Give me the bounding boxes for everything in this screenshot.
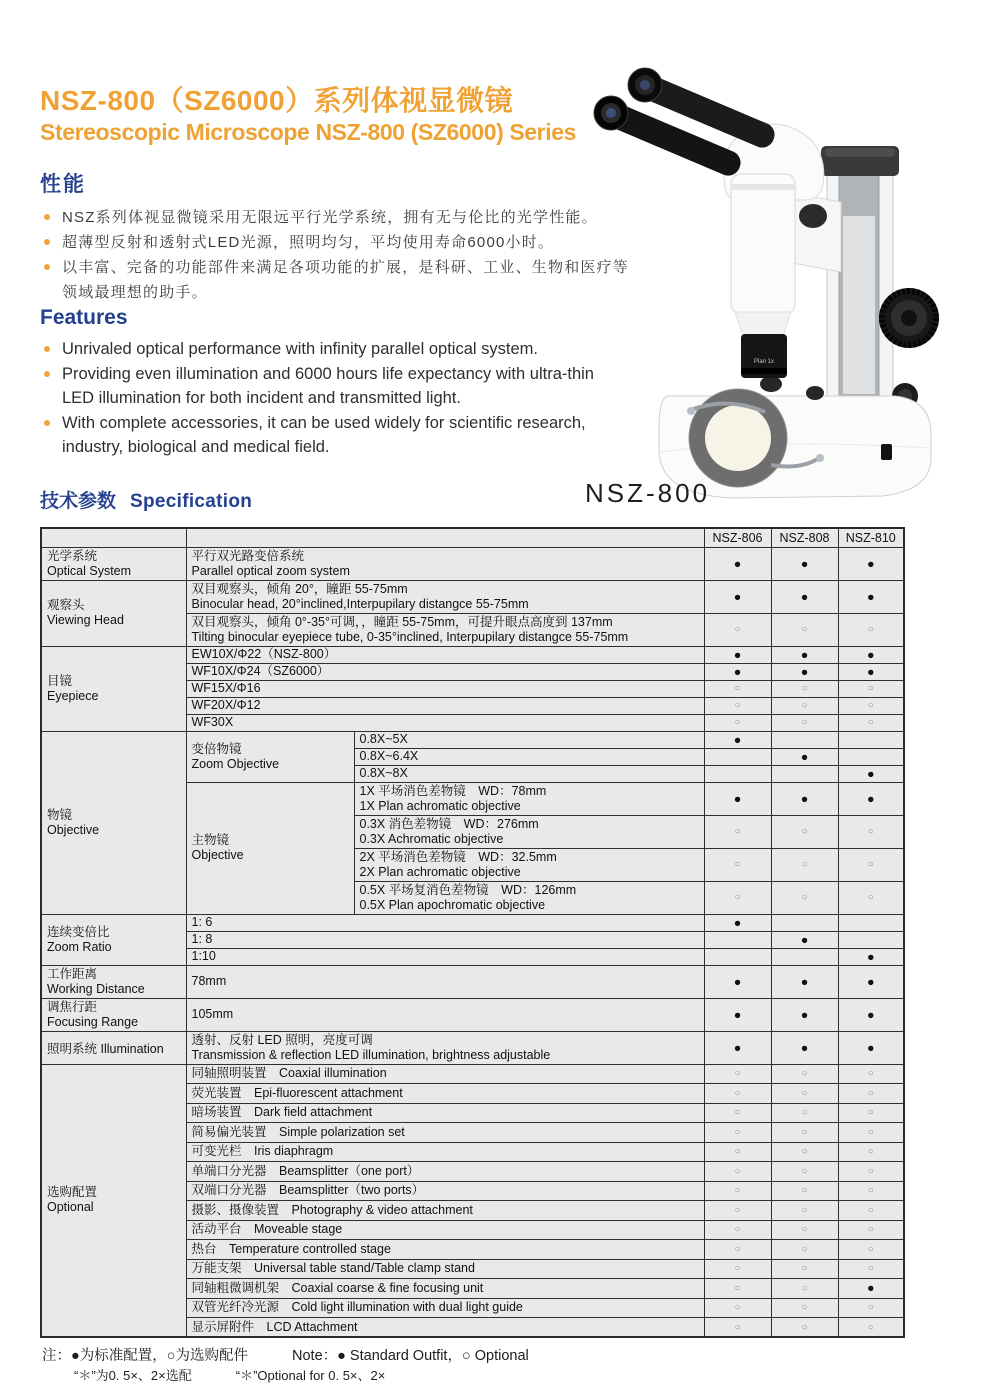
model-header: NSZ-810	[838, 528, 904, 547]
specification-heading-cn: 技术参数	[40, 491, 117, 512]
avail-mark	[704, 765, 771, 782]
avail-mark: ●	[704, 998, 771, 1031]
row-desc	[186, 547, 704, 580]
bullet-icon	[44, 420, 50, 426]
avail-mark: ○	[704, 848, 771, 881]
avail-mark	[771, 765, 838, 782]
avail-mark: ○	[704, 1298, 771, 1318]
category-en: Optical System	[47, 563, 132, 578]
avail-mark	[838, 931, 904, 948]
bullet-icon	[44, 264, 50, 270]
specification-heading-en: Specification	[130, 491, 253, 512]
avail-mark: ●	[771, 1031, 838, 1064]
desc-cn: 0.5X 平场复消色差物镜 WD：126mm	[359, 882, 577, 897]
category-cn: 调焦行距	[47, 999, 98, 1014]
objective-lens	[741, 334, 787, 378]
row-desc: 105mm	[186, 998, 704, 1031]
avail-mark: ○	[838, 1142, 904, 1162]
avail-mark: ●	[771, 547, 838, 580]
desc-en: 2X Plan achromatic objective	[359, 864, 521, 879]
row-desc	[186, 1031, 704, 1064]
row-desc: WF10X/Φ24（SZ6000）	[186, 663, 704, 680]
row-desc: 78mm	[186, 965, 704, 998]
avail-mark: ●	[771, 663, 838, 680]
performance-heading: 性能	[40, 173, 86, 196]
avail-mark: ○	[838, 1162, 904, 1182]
avail-mark: ●	[838, 663, 904, 680]
bullet-icon	[44, 214, 50, 220]
row-desc: 同轴照明装置 Coaxial illumination	[186, 1064, 704, 1084]
avail-mark: ○	[771, 680, 838, 697]
row-desc: 0.8X~5X	[354, 731, 704, 748]
spec-row	[41, 965, 904, 998]
category-en: Focusing Range	[47, 1014, 139, 1029]
row-desc	[186, 613, 704, 646]
spec-row	[41, 646, 904, 663]
row-desc: EW10X/Φ22（NSZ-800）	[186, 646, 704, 663]
row-desc: 1: 6	[186, 914, 704, 931]
avail-mark: ○	[704, 1201, 771, 1221]
subcategory-cn: 变倍物镜	[191, 741, 242, 756]
avail-mark: ●	[704, 1031, 771, 1064]
category-en: Eyepiece	[47, 688, 99, 703]
list-item	[40, 362, 620, 411]
bullet-icon	[44, 371, 50, 377]
avail-mark: ●	[771, 580, 838, 613]
list-item	[40, 411, 620, 460]
avail-mark	[704, 931, 771, 948]
avail-mark: ○	[704, 1240, 771, 1260]
category-cn: 物镜	[47, 807, 73, 822]
avail-mark	[704, 748, 771, 765]
avail-mark: ○	[838, 1123, 904, 1143]
list-item	[40, 255, 640, 305]
avail-mark: ●	[704, 782, 771, 815]
spec-row	[41, 731, 904, 748]
bullet-text: 超薄型反射和透射式LED光源，照明均匀，平均使用寿命6000小时。	[62, 234, 555, 251]
avail-mark: ○	[838, 697, 904, 714]
avail-mark: ●	[838, 765, 904, 782]
desc-en: Transmission & reflection LED illumination, brightness adjustable	[191, 1047, 551, 1062]
avail-mark: ○	[704, 1084, 771, 1104]
power-switch	[881, 444, 892, 460]
row-category	[41, 731, 186, 914]
row-category: 照明系统 Illumination	[41, 1031, 186, 1064]
avail-mark: ○	[771, 1240, 838, 1260]
avail-mark: ○	[771, 613, 838, 646]
avail-mark: ○	[838, 1259, 904, 1279]
avail-mark: ○	[704, 613, 771, 646]
desc-cn: 1X 平场消色差物镜 WD：78mm	[359, 783, 547, 798]
avail-mark: ●	[771, 748, 838, 765]
category-cn: 工作距离	[47, 966, 98, 981]
avail-mark: ●	[838, 948, 904, 965]
performance-section	[40, 168, 640, 305]
desc-en: Parallel optical zoom system	[191, 563, 350, 578]
avail-mark: ●	[704, 731, 771, 748]
avail-mark: ○	[704, 680, 771, 697]
avail-mark: ●	[704, 965, 771, 998]
category-cn: 光学系统	[47, 548, 98, 563]
microscope-photo	[575, 66, 965, 526]
avail-mark: ○	[838, 1318, 904, 1338]
avail-mark: ○	[704, 1220, 771, 1240]
avail-mark: ○	[771, 1123, 838, 1143]
row-desc: WF20X/Φ12	[186, 697, 704, 714]
product-title-cn: NSZ-800（SZ6000）系列体视显微镜	[40, 85, 514, 116]
note-line1-cn: 注：●为标准配置，○为选购配件	[42, 1348, 249, 1364]
row-desc: 双端口分光器 Beamsplitter（two ports）	[186, 1181, 704, 1201]
note-line1	[42, 1346, 529, 1366]
avail-mark: ●	[838, 646, 904, 663]
avail-mark: ○	[771, 848, 838, 881]
avail-mark: ○	[704, 815, 771, 848]
avail-mark: ○	[704, 1181, 771, 1201]
avail-mark: ●	[838, 998, 904, 1031]
avail-mark: ○	[838, 714, 904, 731]
desc-cn: 2X 平场消色差物镜 WD：32.5mm	[359, 849, 557, 864]
avail-mark: ●	[704, 547, 771, 580]
avail-mark: ○	[771, 1259, 838, 1279]
row-desc: 活动平台 Moveable stage	[186, 1220, 704, 1240]
avail-mark: ○	[838, 1084, 904, 1104]
row-category	[41, 1064, 186, 1337]
avail-mark: ●	[838, 1031, 904, 1064]
row-desc: 双管光纤冷光源 Cold light illumination with dual light guide	[186, 1298, 704, 1318]
blank-cell	[41, 528, 186, 547]
desc-cn: 透射、反射 LED 照明，亮度可调	[191, 1032, 373, 1047]
category-cn: 选购配置	[47, 1185, 98, 1200]
avail-mark: ○	[838, 1181, 904, 1201]
desc-cn: 平行双光路变倍系统	[191, 548, 305, 563]
avail-mark: ○	[771, 1181, 838, 1201]
avail-mark: ●	[838, 547, 904, 580]
row-desc: 1:10	[186, 948, 704, 965]
row-desc: 显示屏附件 LCD Attachment	[186, 1318, 704, 1338]
avail-mark: ○	[771, 714, 838, 731]
avail-mark	[838, 731, 904, 748]
category-en: Working Distance	[47, 981, 145, 996]
subcategory-en: Objective	[191, 848, 244, 862]
avail-mark: ●	[771, 965, 838, 998]
category-en: Objective	[47, 822, 100, 837]
avail-mark: ○	[771, 1084, 838, 1104]
row-desc: 暗场装置 Dark field attachment	[186, 1103, 704, 1123]
row-desc: 可变光栏 Iris diaphragm	[186, 1142, 704, 1162]
avail-mark: ○	[838, 815, 904, 848]
model-header: NSZ-808	[771, 528, 838, 547]
category-en: Optional	[47, 1200, 94, 1215]
row-desc	[186, 580, 704, 613]
product-title-en: Stereoscopic Microscope NSZ-800 (SZ6000) Series	[40, 119, 576, 145]
row-category	[41, 965, 186, 998]
row-category	[41, 646, 186, 731]
avail-mark: ○	[704, 1259, 771, 1279]
performance-list	[40, 205, 640, 305]
avail-mark: ●	[771, 998, 838, 1031]
row-desc: 1: 8	[186, 931, 704, 948]
row-desc: 万能支架 Universal table stand/Table clamp stand	[186, 1259, 704, 1279]
row-desc: WF15X/Φ16	[186, 680, 704, 697]
spec-header-row	[41, 528, 904, 547]
avail-mark: ○	[704, 881, 771, 914]
avail-mark: ●	[704, 580, 771, 613]
category-cn: 连续变倍比	[47, 924, 110, 939]
row-desc	[354, 815, 704, 848]
microscope-illustration	[575, 66, 955, 516]
avail-mark: ○	[771, 1064, 838, 1084]
avail-mark	[771, 914, 838, 931]
avail-mark: ○	[838, 613, 904, 646]
category-cn: 观察头	[47, 598, 85, 612]
stand-column	[821, 146, 899, 406]
desc-cn: 双目观察头，倾角 20°，瞳距 55-75mm	[191, 581, 408, 596]
avail-mark: ●	[771, 931, 838, 948]
avail-mark	[838, 748, 904, 765]
row-subcategory	[186, 731, 354, 782]
bullet-text: Unrivaled optical performance with infinity parallel optical system.	[62, 340, 538, 358]
row-desc: 单端口分光器 Beamsplitter（one port）	[186, 1162, 704, 1182]
avail-mark: ○	[704, 714, 771, 731]
avail-mark: ○	[838, 680, 904, 697]
row-desc: 0.8X~6.4X	[354, 748, 704, 765]
avail-mark: ○	[771, 1279, 838, 1299]
desc-cn: 0.3X 消色差物镜 WD：276mm	[359, 816, 539, 831]
bullet-text: 以丰富、完备的功能部件来满足各项功能的扩展，是科研、工业、生物和医疗等领域最理想的助手。	[62, 259, 630, 301]
avail-mark: ○	[704, 1142, 771, 1162]
avail-mark: ○	[771, 1162, 838, 1182]
note-line2-cn: “＊”为0. 5×、2×选配	[74, 1368, 192, 1383]
avail-mark: ○	[771, 1201, 838, 1221]
avail-mark: ●	[838, 580, 904, 613]
avail-mark	[771, 731, 838, 748]
category-en: Zoom Ratio	[47, 939, 112, 954]
avail-mark	[704, 948, 771, 965]
avail-mark: ●	[771, 646, 838, 663]
note-line1-en: Note：● Standard Outfit，○ Optional	[292, 1348, 529, 1364]
note-line2	[74, 1366, 529, 1385]
row-desc	[354, 881, 704, 914]
bullet-text: With complete accessories, it can be used widely for scientific research, industry, biological and medical field.	[62, 413, 586, 456]
avail-mark	[771, 948, 838, 965]
list-item	[40, 230, 640, 255]
avail-mark: ○	[771, 1298, 838, 1318]
subcategory-cn: 主物镜	[191, 833, 230, 847]
note-line2-en: “＊”Optional for 0. 5×、2×	[235, 1368, 386, 1383]
title-block	[40, 84, 640, 146]
row-category	[41, 580, 186, 646]
avail-mark: ○	[704, 1162, 771, 1182]
avail-mark: ●	[704, 646, 771, 663]
model-header: NSZ-806	[704, 528, 771, 547]
avail-mark: ○	[704, 1103, 771, 1123]
row-desc: 0.8X~8X	[354, 765, 704, 782]
features-list	[40, 337, 640, 460]
subcategory-en: Zoom Objective	[191, 756, 280, 771]
desc-en: Tilting binocular eyepiece tube, 0-35°inclined, Interpupilary distangce 55-75mm	[191, 629, 629, 644]
avail-mark: ○	[771, 815, 838, 848]
spec-row	[41, 1064, 904, 1084]
bullet-icon	[44, 346, 50, 352]
list-item	[40, 337, 620, 362]
avail-mark: ○	[838, 848, 904, 881]
spec-row	[41, 547, 904, 580]
spec-row	[41, 1031, 904, 1064]
row-category	[41, 914, 186, 965]
avail-mark: ○	[704, 1064, 771, 1084]
footnotes	[42, 1346, 529, 1385]
desc-en: Binocular head, 20°inclined,Interpupilary distangce 55-75mm	[191, 596, 529, 611]
avail-mark: ○	[838, 1220, 904, 1240]
spec-row	[41, 914, 904, 931]
features-section	[40, 306, 640, 460]
category-en: Viewing Head	[47, 613, 124, 627]
avail-mark: ○	[704, 1279, 771, 1299]
row-desc: WF30X	[186, 714, 704, 731]
avail-mark: ●	[704, 663, 771, 680]
avail-mark: ●	[704, 914, 771, 931]
avail-mark: ●	[838, 965, 904, 998]
row-desc: 简易偏光装置 Simple polarization set	[186, 1123, 704, 1143]
avail-mark: ○	[771, 1318, 838, 1338]
avail-mark: ●	[838, 782, 904, 815]
spec-row	[41, 580, 904, 613]
avail-mark: ○	[771, 1103, 838, 1123]
row-desc: 同轴粗微调机架 Coaxial coarse & fine focusing unit	[186, 1279, 704, 1299]
avail-mark: ○	[838, 1240, 904, 1260]
spec-table	[40, 527, 905, 1338]
avail-mark: ●	[838, 1279, 904, 1299]
row-desc: 热台 Temperature controlled stage	[186, 1240, 704, 1260]
avail-mark: ○	[704, 697, 771, 714]
desc-cn: 双目观察头，倾角 0°-35°可调，，瞳距 55-75mm，可提升眼点高度到 137mm	[191, 614, 613, 629]
avail-mark: ○	[771, 1142, 838, 1162]
specification-heading	[40, 486, 252, 513]
avail-mark: ○	[771, 1220, 838, 1240]
desc-en: 0.3X Achromatic objective	[359, 831, 504, 846]
avail-mark: ○	[771, 881, 838, 914]
bullet-text: NSZ系列体视显微镜采用无限远平行光学系统，拥有无与伦比的光学性能。	[62, 209, 598, 226]
avail-mark: ○	[771, 697, 838, 714]
avail-mark: ○	[838, 881, 904, 914]
avail-mark: ○	[704, 1318, 771, 1338]
avail-mark: ○	[838, 1103, 904, 1123]
row-category	[41, 998, 186, 1031]
desc-en: 1X Plan achromatic objective	[359, 798, 521, 813]
avail-mark: ●	[771, 782, 838, 815]
row-desc: 摄影、摄像装置 Photography & video attachment	[186, 1201, 704, 1221]
bullet-icon	[44, 239, 50, 245]
desc-en: 0.5X Plan apochromatic objective	[359, 897, 546, 912]
row-subcategory	[186, 782, 354, 914]
row-desc	[354, 782, 704, 815]
avail-mark: ○	[838, 1298, 904, 1318]
avail-mark: ○	[838, 1201, 904, 1221]
avail-mark: ○	[838, 1064, 904, 1084]
features-heading: Features	[40, 306, 128, 329]
blank-cell	[186, 528, 704, 547]
spec-row	[41, 998, 904, 1031]
product-model-label: NSZ-800	[585, 478, 711, 508]
row-desc	[354, 848, 704, 881]
row-category	[41, 547, 186, 580]
objective-label: Plan 1x	[753, 359, 775, 365]
category-cn: 目镜	[47, 673, 73, 688]
bullet-text: Providing even illumination and 6000 hours life expectancy with ultra-thin LED illumination for both incident and transmitted light.	[62, 364, 594, 407]
list-item	[40, 205, 640, 230]
avail-mark	[838, 914, 904, 931]
avail-mark: ○	[704, 1123, 771, 1143]
row-desc: 荧光装置 Epi-fluorescent attachment	[186, 1084, 704, 1104]
